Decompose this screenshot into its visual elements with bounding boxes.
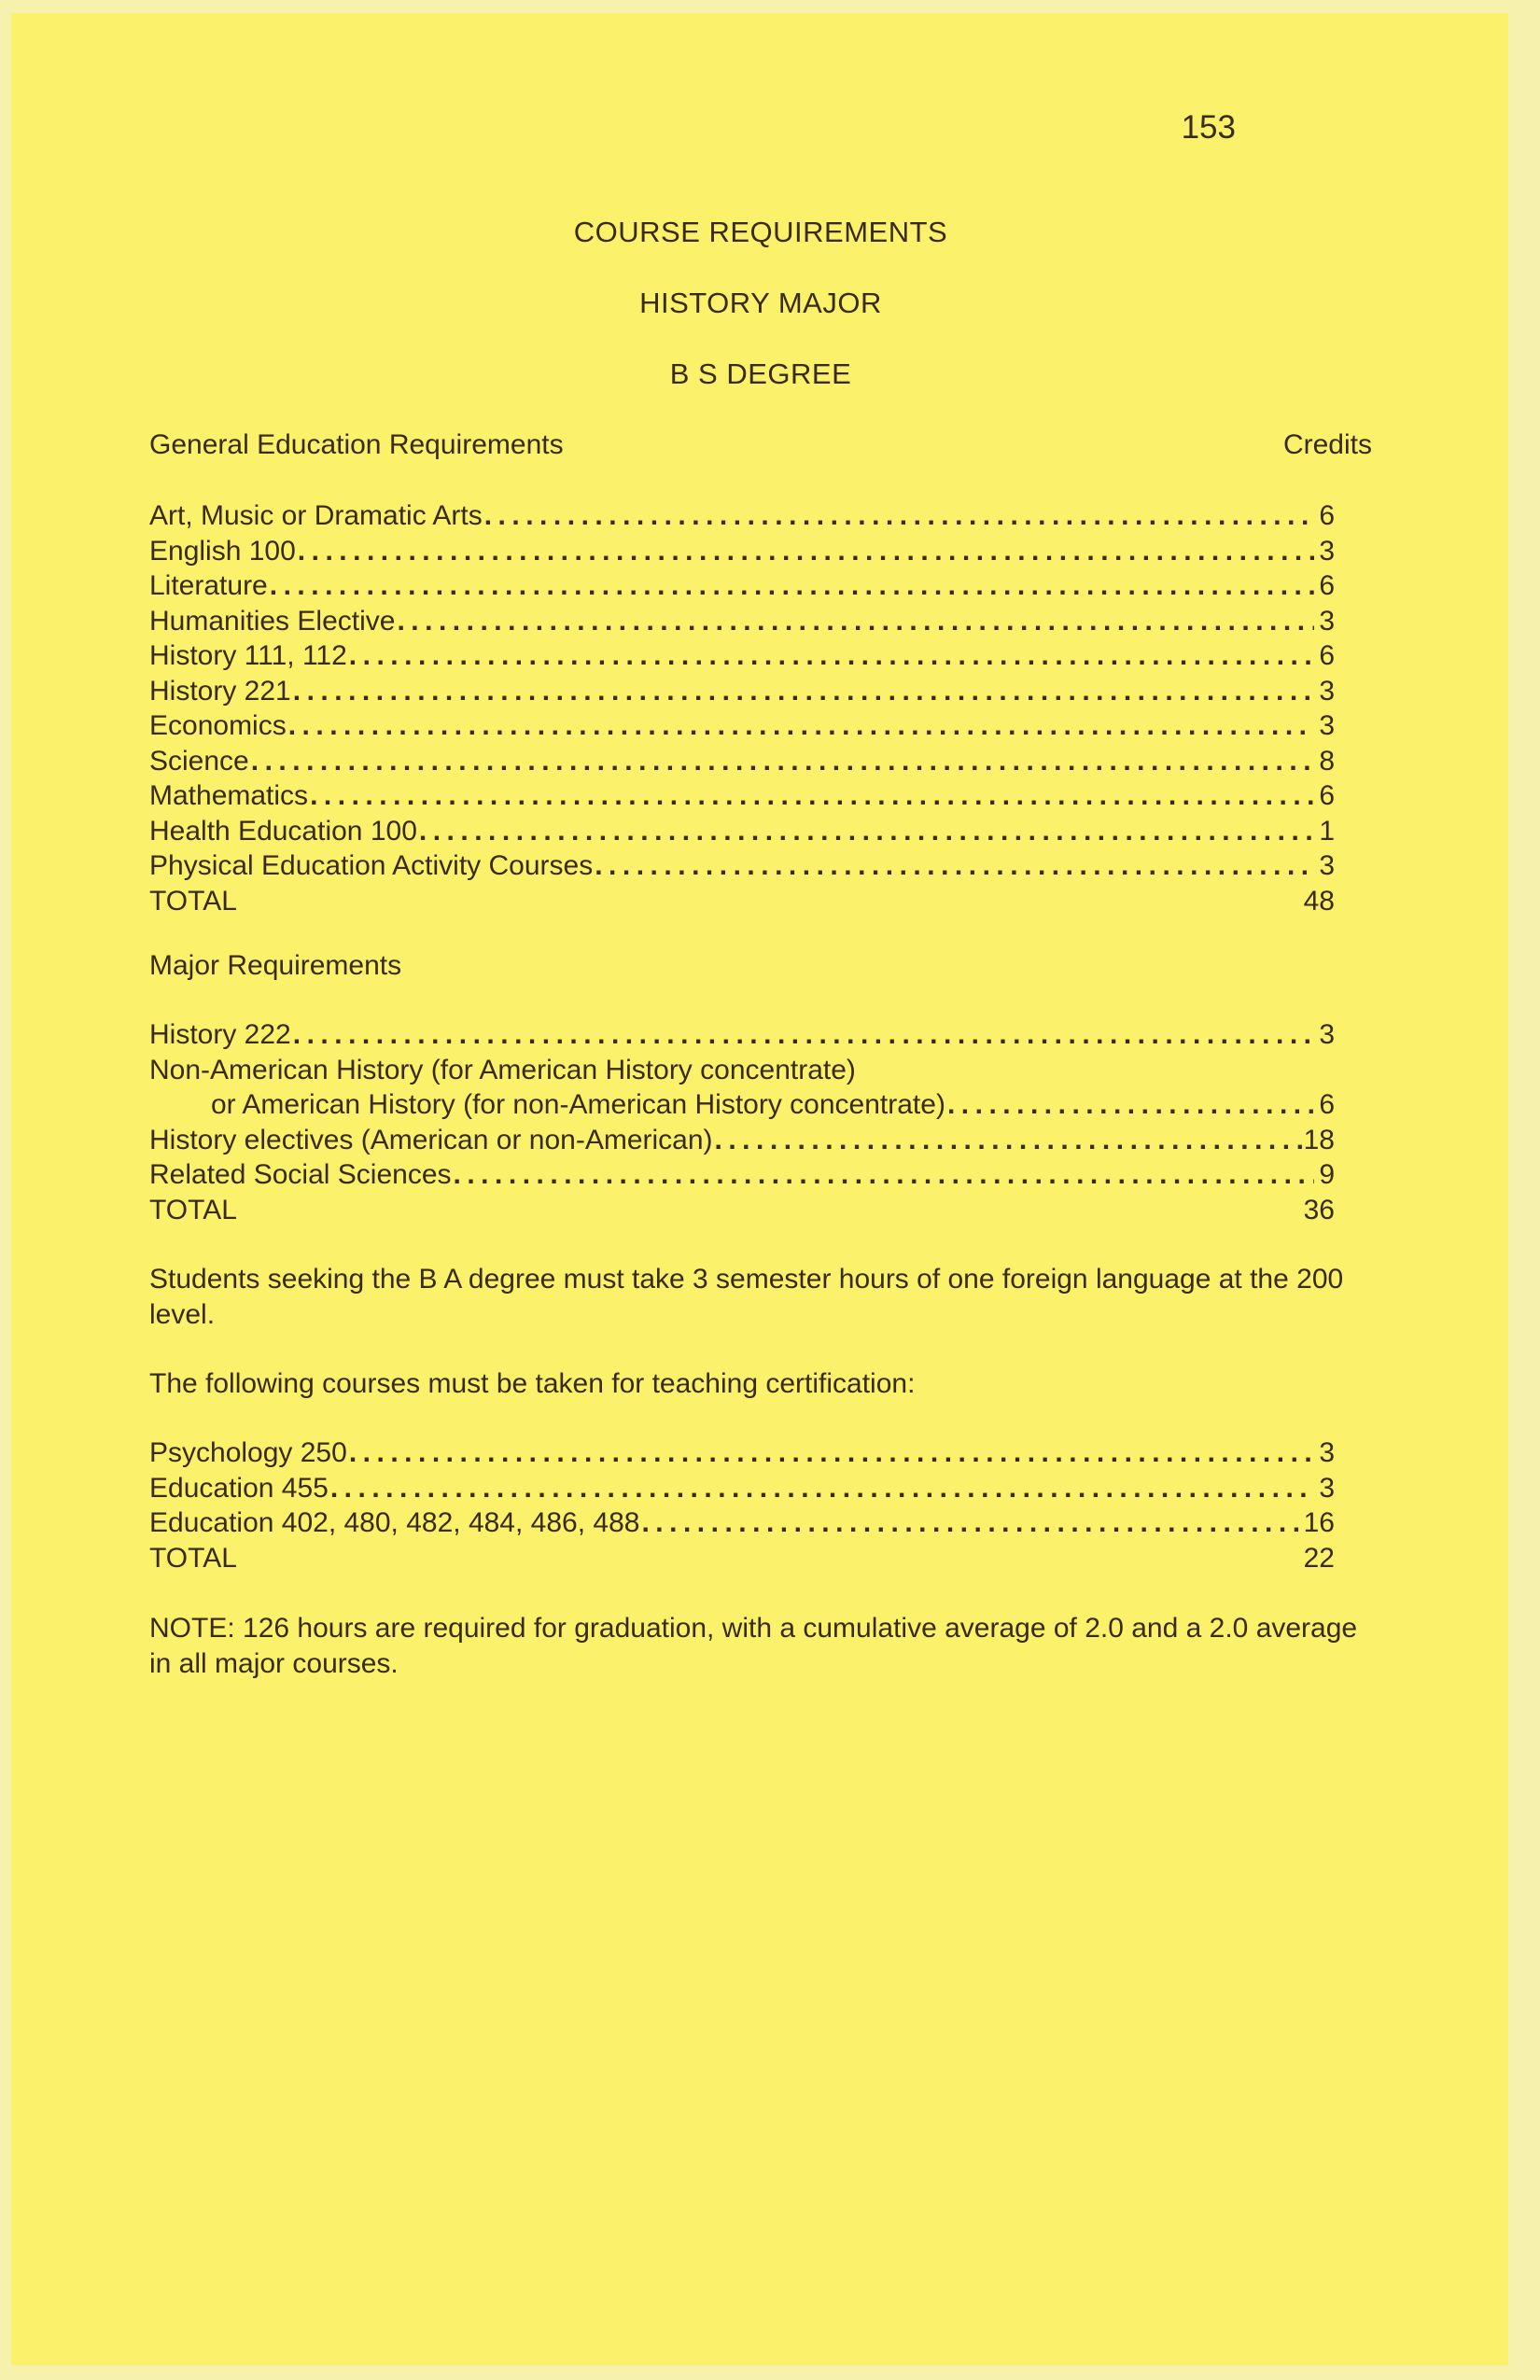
dot-leader — [641, 1505, 1301, 1541]
course-credits: 3 — [1319, 710, 1335, 741]
general-requirements-list — [149, 498, 1335, 918]
course-credits: 3 — [1319, 850, 1335, 881]
dot-leader — [595, 848, 1314, 884]
requirement-row — [149, 1505, 1335, 1541]
requirement-row — [149, 604, 1335, 639]
requirement-row — [149, 708, 1335, 744]
dot-leader — [419, 814, 1314, 849]
requirement-row — [149, 674, 1335, 709]
dot-leader — [270, 568, 1314, 604]
dot-leader — [454, 1157, 1314, 1193]
course-name: Psychology 250 — [149, 1437, 347, 1468]
certification-intro: The following courses must be taken for teaching certification: — [149, 1368, 916, 1399]
course-name: Education 402, 480, 482, 484, 486, 488 — [149, 1507, 640, 1538]
total-label: TOTAL — [149, 1542, 237, 1574]
requirement-row — [149, 814, 1335, 849]
requirement-row — [149, 1123, 1335, 1158]
course-credits: 3 — [1319, 605, 1335, 637]
course-name: Science — [149, 745, 249, 777]
course-credits: 6 — [1319, 780, 1335, 811]
dot-leader — [330, 1471, 1314, 1506]
dot-leader — [293, 1017, 1314, 1053]
requirement-row — [149, 1435, 1335, 1471]
title-history-major: HISTORY MAJOR — [639, 287, 882, 319]
title-degree: B S DEGREE — [669, 357, 852, 390]
course-name: or American History (for non-American History concentrate) — [211, 1089, 945, 1120]
requirement-row — [149, 1087, 1335, 1123]
requirement-row — [149, 848, 1335, 884]
course-credits: 1 — [1319, 815, 1335, 847]
total-value: 48 — [1303, 885, 1335, 917]
course-name: Economics — [149, 710, 287, 741]
requirement-row — [149, 638, 1335, 674]
major-requirements-label: Major Requirements — [149, 950, 402, 981]
course-credits: 9 — [1319, 1159, 1335, 1190]
course-name: History electives (American or non-American) — [149, 1124, 713, 1155]
dot-leader — [310, 778, 1314, 814]
course-name: Mathematics — [149, 780, 309, 811]
dot-leader — [349, 638, 1314, 674]
dot-leader — [293, 674, 1314, 709]
course-name: History 222 — [149, 1019, 291, 1050]
course-credits: 3 — [1319, 535, 1335, 567]
page — [11, 13, 1508, 2365]
title-course-requirements: COURSE REQUIREMENTS — [573, 216, 948, 248]
dot-leader — [947, 1087, 1314, 1123]
requirement-row — [149, 1471, 1335, 1506]
total-row — [149, 884, 1335, 919]
page-number: 153 — [1181, 109, 1236, 146]
requirement-row — [149, 1157, 1335, 1193]
course-name: Humanities Elective — [149, 605, 396, 637]
course-credits: 3 — [1319, 1437, 1335, 1468]
requirement-row — [149, 534, 1335, 569]
requirement-row — [149, 568, 1335, 604]
total-row — [149, 1541, 1335, 1576]
dot-leader — [715, 1123, 1302, 1158]
dot-leader — [484, 498, 1314, 534]
course-credits: 8 — [1319, 745, 1335, 777]
requirement-row — [149, 744, 1335, 779]
dot-leader — [298, 534, 1314, 569]
general-requirements-label: General Education Requirements — [149, 429, 564, 460]
course-name: Non-American History (for American History concentrate) — [149, 1054, 856, 1085]
course-credits: 6 — [1319, 500, 1335, 531]
requirement-row — [149, 778, 1335, 814]
requirement-row — [149, 1017, 1335, 1053]
course-credits: 6 — [1319, 640, 1335, 671]
course-name: History 111, 112 — [149, 640, 347, 671]
course-name: Physical Education Activity Courses — [149, 850, 594, 881]
dot-leader — [349, 1435, 1314, 1471]
course-name: Art, Music or Dramatic Arts — [149, 500, 483, 531]
course-name: Education 455 — [149, 1472, 329, 1504]
total-label: TOTAL — [149, 1194, 237, 1225]
course-credits: 3 — [1319, 675, 1335, 707]
ba-degree-note: Students seeking the B A degree must take 3 semester hours of one foreign language at the 200 level. — [149, 1264, 1344, 1330]
course-name: History 221 — [149, 675, 291, 707]
major-requirements-list — [149, 1017, 1335, 1227]
course-credits: 6 — [1319, 1089, 1335, 1120]
general-requirements-header — [149, 427, 1372, 463]
total-label: TOTAL — [149, 885, 237, 917]
credits-label: Credits — [1282, 429, 1372, 460]
course-credits: 18 — [1303, 1124, 1335, 1155]
course-credits: 6 — [1319, 570, 1335, 601]
dot-leader — [397, 604, 1314, 639]
total-value: 36 — [1303, 1194, 1335, 1225]
requirement-row — [149, 1053, 1335, 1088]
course-credits: 3 — [1319, 1019, 1335, 1050]
certification-list — [149, 1435, 1335, 1575]
course-credits: 16 — [1303, 1507, 1335, 1538]
graduation-note: NOTE: 126 hours are required for graduation, with a cumulative average of 2.0 and a 2.0 average in all major courses. — [149, 1613, 1358, 1679]
course-credits: 3 — [1319, 1472, 1335, 1504]
course-name: Health Education 100 — [149, 815, 417, 847]
dot-leader — [251, 744, 1314, 779]
dot-leader — [288, 708, 1314, 744]
course-name: English 100 — [149, 535, 296, 567]
total-row — [149, 1193, 1335, 1228]
requirement-row — [149, 498, 1335, 534]
total-value: 22 — [1303, 1542, 1335, 1574]
course-name: Related Social Sciences — [149, 1159, 452, 1190]
course-name: Literature — [149, 570, 268, 601]
